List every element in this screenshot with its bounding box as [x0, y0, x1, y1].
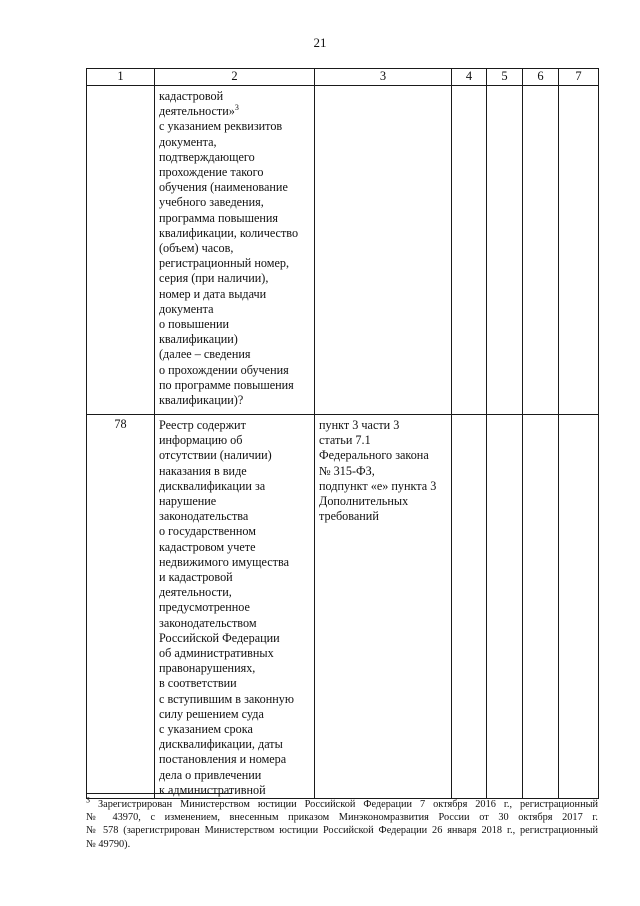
- text-line: подпункт «е» пункта 3: [319, 478, 437, 493]
- footnote-separator: [86, 793, 232, 794]
- footnote-mark: 3: [86, 795, 90, 805]
- table-header-row: [87, 69, 599, 86]
- footnote-reference[interactable]: 3: [234, 103, 239, 113]
- text-line: обучения (наименование: [159, 180, 288, 195]
- text-line: учебного заведения,: [159, 195, 264, 210]
- text-line: (далее – сведения: [159, 347, 251, 362]
- footnote-line: № 43970, с изменением, внесенным приказом Минэкономразвития России от 30 октября 2017 г.: [86, 812, 598, 824]
- text-line: об административных: [159, 646, 274, 661]
- text-line: (объем) часов,: [159, 241, 234, 256]
- row-number-cell: [87, 86, 155, 415]
- text-line: статьи 7.1: [319, 433, 371, 448]
- text-line: о государственном: [159, 524, 256, 539]
- text-line: Российской Федерации: [159, 630, 280, 645]
- text-line: к административной: [159, 782, 266, 797]
- answer-cell-yes: [452, 86, 487, 415]
- text-line: отсутствии (наличии): [159, 448, 272, 463]
- text-line: подтверждающего: [159, 149, 255, 164]
- text-line: наказания в виде: [159, 463, 247, 478]
- text-line: дисквалификации, даты: [159, 737, 283, 752]
- text-line: деятельности,: [159, 585, 232, 600]
- text-line: дисквалификации за: [159, 478, 266, 493]
- column-header: 5: [487, 69, 523, 86]
- footnote-line: $^3$ Зарегистрирован Министерством юстиции Российской Федерации 7 октября 2016 г., регистрационный: [86, 795, 599, 810]
- answer-cell-na: [523, 415, 559, 799]
- text-line: номер и дата выдачи: [159, 286, 267, 301]
- text-line: по программе повышения: [159, 377, 294, 392]
- table-row-continued: [87, 86, 599, 415]
- text-line: серия (при наличии),: [159, 271, 269, 286]
- text-line: постановления и номера: [159, 752, 287, 767]
- text-line: программа повышения: [159, 210, 279, 225]
- text-line: информацию об: [159, 433, 243, 448]
- text-line: регистрационный номер,: [159, 256, 289, 271]
- text-line: квалификации, количество: [159, 225, 299, 240]
- text-line: с вступившим в законную: [159, 691, 294, 706]
- answer-cell-na: [523, 86, 559, 415]
- column-header: 2: [155, 69, 315, 86]
- reference-cell: [315, 415, 452, 799]
- text-line: с указанием срока: [159, 722, 253, 737]
- answer-cell-no: [487, 86, 523, 415]
- column-header: 3: [315, 69, 452, 86]
- footnote-line: № 49790).: [86, 838, 131, 850]
- text-line: и кадастровой: [159, 570, 233, 585]
- text-line: о прохождении обучения: [159, 362, 289, 377]
- text-line: пункт 3 части 3: [319, 418, 400, 432]
- text-line: квалификации)?: [159, 393, 244, 408]
- text-line: предусмотренное: [159, 600, 250, 615]
- text-line: Дополнительных: [319, 494, 409, 509]
- row-number-cell: 78: [87, 415, 155, 799]
- question-cell: [155, 415, 315, 799]
- column-header: 7: [559, 69, 599, 86]
- text-line: силу решением суда: [159, 706, 264, 721]
- text-line: нарушение: [159, 494, 217, 509]
- text-line: Федерального закона: [319, 448, 429, 463]
- text-line: Реестр содержит: [159, 418, 246, 432]
- text-line: квалификации): [159, 332, 238, 347]
- footnote: [86, 795, 599, 851]
- column-header: 1: [87, 69, 155, 86]
- checklist-table: [86, 68, 599, 799]
- note-cell: [559, 86, 599, 415]
- note-cell: [559, 415, 599, 799]
- column-header: 4: [452, 69, 487, 86]
- page-number: 21: [313, 35, 327, 50]
- table-row-78: [87, 415, 599, 799]
- answer-cell-yes: [452, 415, 487, 799]
- answer-cell-no: [487, 415, 523, 799]
- text-line: дела о привлечении: [159, 767, 262, 782]
- column-header: 6: [523, 69, 559, 86]
- text-line: кадастровой: [159, 89, 224, 103]
- text-line: в соответствии: [159, 676, 237, 691]
- footnote-line: № 578 (зарегистрирован Министерством юстиции Российской Федерации 26 января 2018 г., регистрационный: [86, 825, 598, 837]
- text-line: с указанием реквизитов: [159, 119, 283, 134]
- text-line: недвижимого имущества: [159, 554, 289, 569]
- text-line: правонарушениях,: [159, 661, 256, 676]
- text-line: № 315-ФЗ,: [319, 463, 375, 478]
- text-line: о повышении: [159, 317, 230, 332]
- text-line: деятельности»$^3$: [159, 103, 239, 119]
- text-line: законодательства: [159, 509, 249, 524]
- text-line: документа: [159, 301, 214, 316]
- text-line: прохождение такого: [159, 165, 264, 180]
- reference-cell: [315, 86, 452, 415]
- text-line: законодательством: [159, 615, 257, 630]
- question-cell: [155, 86, 315, 415]
- text-line: документа,: [159, 134, 217, 149]
- text-line: требований: [319, 509, 379, 524]
- text-line: кадастровом учете: [159, 539, 256, 554]
